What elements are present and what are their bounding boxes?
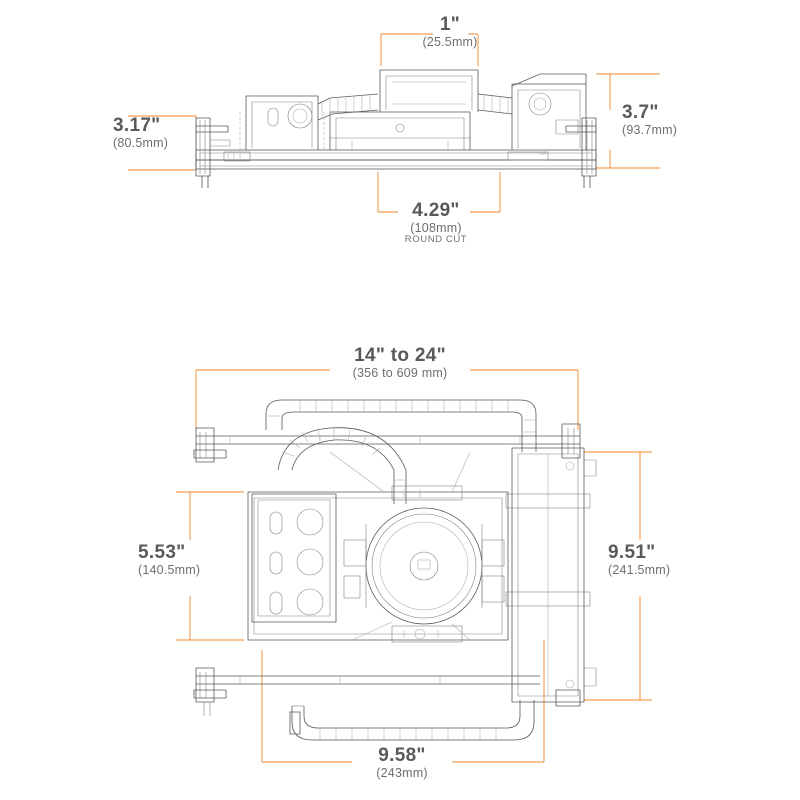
dimension-value: 3.17" bbox=[113, 115, 161, 136]
dimension-value: 4.29" bbox=[412, 200, 460, 221]
dimension-value: 1" bbox=[439, 14, 461, 35]
dimension-value: 5.53" bbox=[138, 542, 186, 563]
dimension-value: 3.7" bbox=[622, 102, 659, 123]
dimension-plan-overall-width bbox=[302, 745, 502, 780]
dimension-metric: (93.7mm) bbox=[622, 123, 678, 138]
dimension-metric: (241.5mm) bbox=[608, 563, 671, 578]
dimension-metric: (108mm) bbox=[410, 221, 462, 236]
dimension-value: 9.51" bbox=[608, 542, 656, 563]
dimension-metric: (356 to 609 mm) bbox=[352, 366, 448, 381]
dimension-metric: (140.5mm) bbox=[138, 563, 201, 578]
dimension-plan-left-depth bbox=[138, 542, 258, 577]
dimension-value: 9.58" bbox=[378, 745, 426, 766]
dimension-plan-bar-span bbox=[260, 345, 540, 380]
dimension-value: 14" to 24" bbox=[354, 345, 446, 366]
dimension-metric: (80.5mm) bbox=[113, 136, 169, 151]
dimension-note: ROUND CUT bbox=[404, 234, 468, 246]
dimension-plan-right-depth bbox=[608, 542, 738, 577]
dimension-metric: (243mm) bbox=[376, 766, 428, 781]
dimension-metric: (25.5mm) bbox=[422, 35, 478, 50]
